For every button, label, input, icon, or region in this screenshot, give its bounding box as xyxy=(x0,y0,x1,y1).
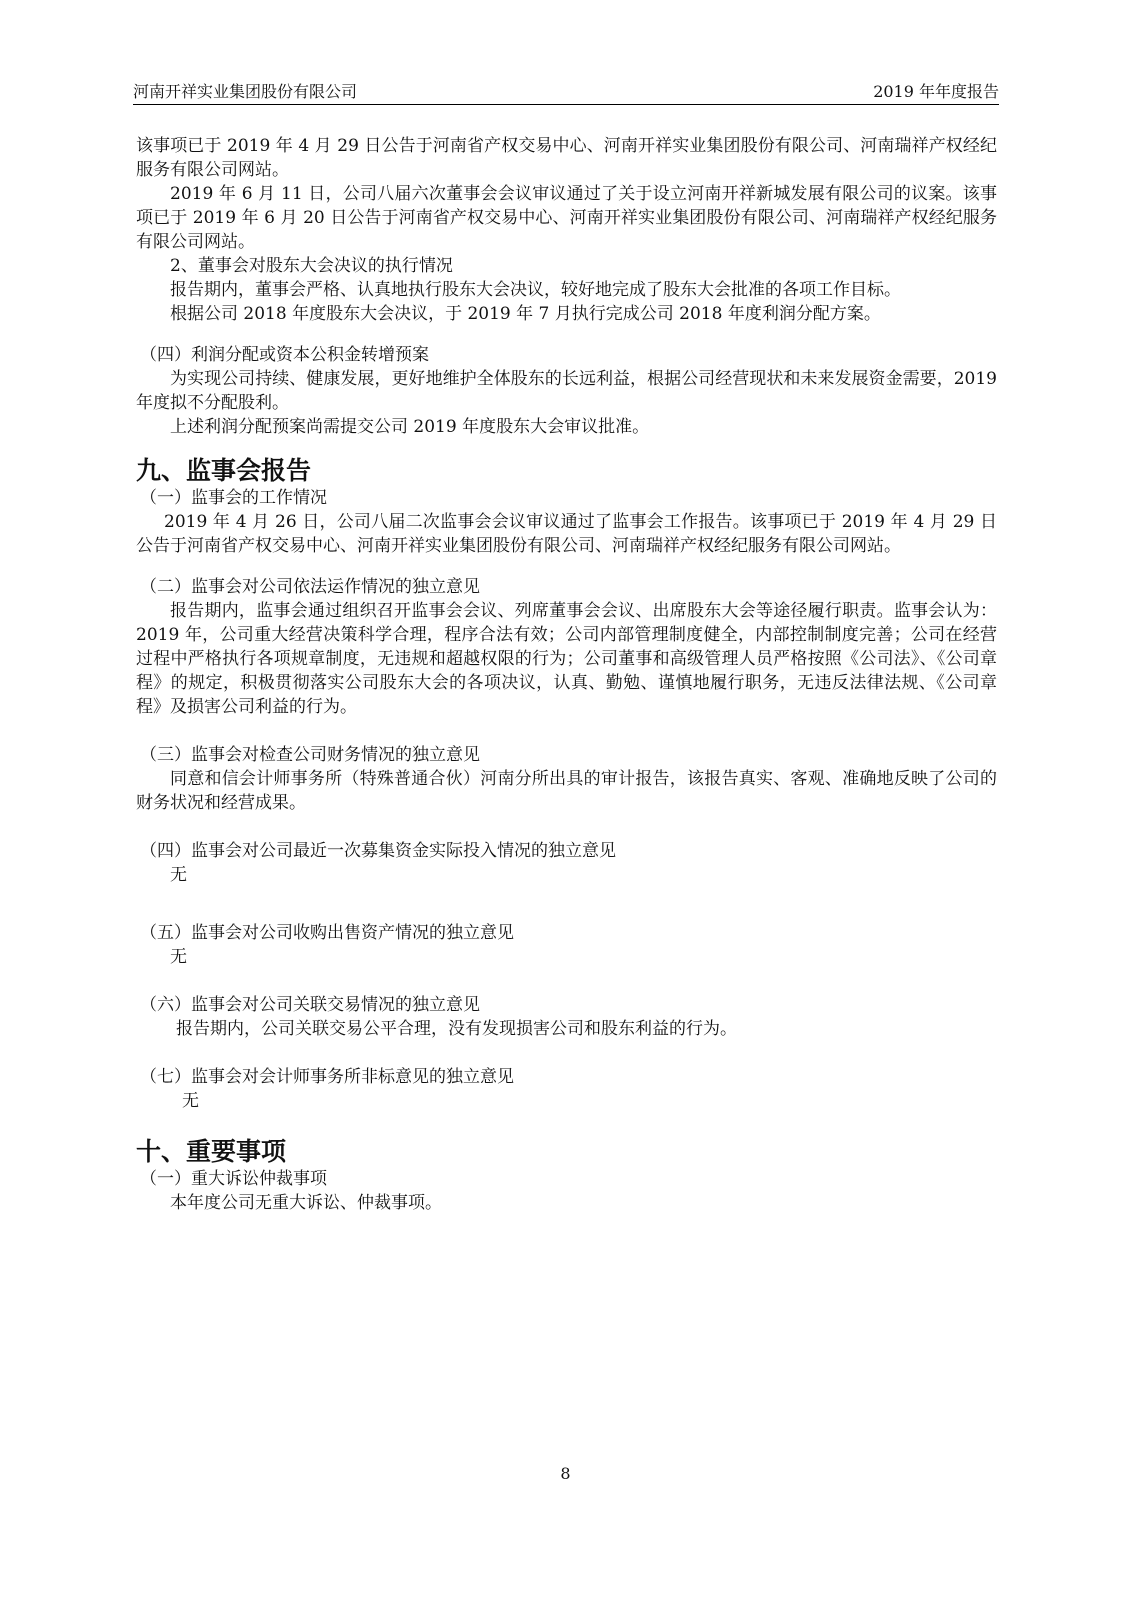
spacer xyxy=(136,719,997,743)
paragraph: 报告期内，董事会严格、认真地执行股东大会决议，较好地完成了股东大会批准的各项工作目标。 xyxy=(170,280,901,300)
page-body xyxy=(136,134,997,1215)
spacer xyxy=(136,1041,997,1065)
paragraph: 同意和信会计师事务所（特殊普通合伙）河南分所出具的审计报告，该报告真实、客观、准确地反映了公司的财务状况和经营成果。 xyxy=(136,769,997,813)
spacer xyxy=(136,558,997,575)
subsection-heading: （二）监事会对公司依法运作情况的独立意见 xyxy=(140,577,480,597)
paragraph: 报告期内，监事会通过组织召开监事会会议、列席董事会会议、出席股东大会等途径履行职责。监事会认为：2019 年，公司重大经营决策科学合理，程序合法有效；公司内部管理制度健全，内部控制制度完善；公司在经营过程中严格执行各项规章制度，无违规和超越权限的行为；公司董事和高级管理人员严格按照《公司法》、《公司章程》的规定，积极贯彻落实公司股东大会的各项决议，认真、勤勉、谨慎地履行职务，无违反法律法规、《公司章程》及损害公司利益的行为。 xyxy=(136,601,997,717)
subsection-heading: （五）监事会对公司收购出售资产情况的独立意见 xyxy=(140,923,514,943)
paragraph: 无 xyxy=(170,865,187,885)
subsection-heading: （四）利润分配或资本公积金转增预案 xyxy=(140,345,429,365)
paragraph: 该事项已于 2019 年 4 月 29 日公告于河南省产权交易中心、河南开祥实业集团股份有限公司、河南瑞祥产权经纪服务有限公司网站。 xyxy=(136,136,997,180)
subsection-heading: （四）监事会对公司最近一次募集资金实际投入情况的独立意见 xyxy=(140,841,616,861)
section-heading: 九、监事会报告 xyxy=(136,456,312,485)
subsection-heading: （三）监事会对检查公司财务情况的独立意见 xyxy=(140,745,480,765)
paragraph: 为实现公司持续、健康发展，更好地维护全体股东的长远利益，根据公司经营现状和未来发展资金需要，2019 年度拟不分配股利。 xyxy=(136,369,997,413)
spacer xyxy=(136,326,997,343)
header-report-title: 2019 年年度报告 xyxy=(873,82,999,101)
paragraph: 报告期内，公司关联交易公平合理，没有发现损害公司和股东利益的行为。 xyxy=(176,1019,737,1039)
spacer xyxy=(136,969,997,993)
spacer xyxy=(136,887,997,921)
subsection-heading: （七）监事会对会计师事务所非标意见的独立意见 xyxy=(140,1067,514,1087)
paragraph: 2019 年 4 月 26 日，公司八届二次监事会会议审议通过了监事会工作报告。该事项已于 2019 年 4 月 29 日公告于河南省产权交易中心、河南开祥实业集团股份有限公司、河南瑞祥产权经纪服务有限公司网站。 xyxy=(136,512,997,556)
paragraph: 2、董事会对股东大会决议的执行情况 xyxy=(170,256,453,276)
header-company: 河南开祥实业集团股份有限公司 xyxy=(133,82,358,101)
spacer xyxy=(136,439,997,456)
paragraph: 本年度公司无重大诉讼、仲裁事项。 xyxy=(170,1193,442,1213)
paragraph: 无 xyxy=(170,947,187,967)
subsection-heading: （一）监事会的工作情况 xyxy=(140,488,327,508)
spacer xyxy=(136,815,997,839)
page-number: 8 xyxy=(560,1464,571,1483)
paragraph: 无 xyxy=(182,1091,199,1111)
paragraph: 上述利润分配预案尚需提交公司 2019 年度股东大会审议批准。 xyxy=(170,417,650,437)
paragraph: 根据公司 2018 年度股东大会决议，于 2019 年 7 月执行完成公司 2018 年度利润分配方案。 xyxy=(170,304,881,324)
spacer xyxy=(136,1113,997,1137)
subsection-heading: （一）重大诉讼仲裁事项 xyxy=(140,1169,327,1189)
subsection-heading: （六）监事会对公司关联交易情况的独立意见 xyxy=(140,995,480,1015)
paragraph: 2019 年 6 月 11 日，公司八届六次董事会会议审议通过了关于设立河南开祥新城发展有限公司的议案。该事项已于 2019 年 6 月 20 日公告于河南省产权交易中心、河南开祥实业集团股份有限公司、河南瑞祥产权经纪服务有限公司网站。 xyxy=(136,184,997,252)
page-header xyxy=(133,80,999,105)
section-heading: 十、重要事项 xyxy=(136,1137,287,1166)
